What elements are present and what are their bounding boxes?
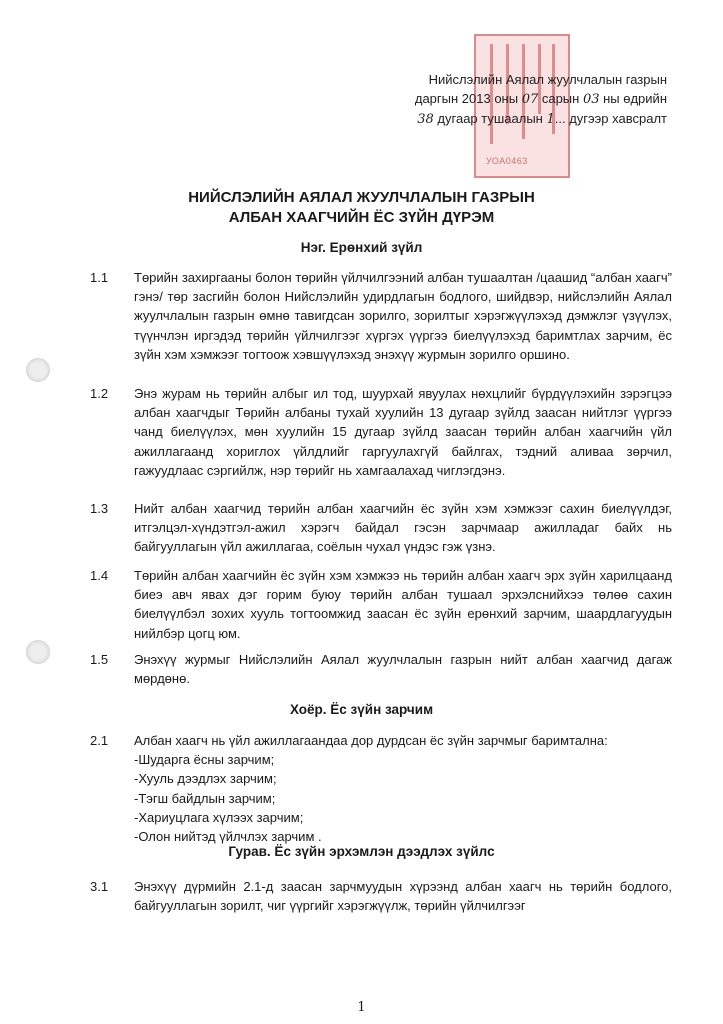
list-item: -Хууль дээдлэх зарчим; <box>134 771 277 787</box>
approval-note <box>415 70 667 129</box>
clause-text: Энэхүү дүрмийн 2.1-д заасан зарчмуудын хүрээнд албан хаагч нь төрийн бодлого, байгууллагын зорилт, чиг үүргийг хэрэгжүүлж, төрийн үйлчилгээг <box>134 879 672 914</box>
section-heading: Нэг. Ерөнхий зүйл <box>300 240 423 255</box>
list-item: -Шударга ёсны зарчим; <box>134 752 275 768</box>
clause-text: Нийт албан хаагчид төрийн албан хаагчийн ёс зүйн хэм хэмжээг сахин биелүүлдэг, итгэлцэл-хүндэтгэл-ажил хэрэгч байдал гэсэн зарчмаар ажилладаг байх нь байгууллагын үйл ажиллагаа, соёлын чухал үндэс гэж үзнэ. <box>134 501 672 555</box>
clause-number: 1.1 <box>90 270 109 285</box>
clause-text: Энэ журам нь төрийн албыг ил тод, шуурхай явуулах нөхцлийг бүрдүүлэхийн зэрэгцээ албан хаагчдыг Төрийн албаны тухай хуулийн 13 дугаар зүйлд заасан нийтлэг үүргээ чанд биелүүлэх, мөн хуулийн 15 дугаар зүйлд заасан төрийн албан хаагчийн үйл ажиллагаанд хориглох үйлдлийг гаргуулахгүй байлгах, тэдний аливаа зөрчил, гажуудлаас сэргийлж, нэр төрийг нь хамгаалахад чиглэгдэнэ. <box>134 386 672 478</box>
clause-3-1 <box>90 877 672 915</box>
list-item: -Хариуцлага хүлээх зарчим; <box>134 809 304 825</box>
clause-text: Төрийн захиргааны болон төрийн үйлчилгээний албан тушаалтан /цаашид “албан хаагч” гэнэ/ төр засгийн болон Нийслэлийн удирдлагын бодлого, шийдвэр, нийслэлийн Аялал жуулчлалын газрын өмнө тавигдсан зорилго, зорилтыг хэрэгжүүлэхэд дэмжлэг үзүүлэх, түүнчлэн иргэдэд төрийн үйлчилгээг хүргэх үүргээ биелүүлэхэд баримтлах зарчим, ёс зүйн хэм хэмжээг тогтоож хэвшүүлэхэд энэхүү журмын зорилго оршино. <box>134 270 672 362</box>
clause-number: 2.1 <box>90 733 109 748</box>
list-item: -Тэгш байдлын зарчим; <box>134 790 276 806</box>
clause-1-5 <box>90 650 672 688</box>
clause-number: 1.3 <box>90 501 109 516</box>
document-title <box>0 188 723 228</box>
clause-number: 1.2 <box>90 386 109 401</box>
page-number: 1 <box>357 1000 366 1015</box>
clause-1-2 <box>90 384 672 480</box>
clause-1-3 <box>90 499 672 557</box>
clause-text <box>134 731 672 846</box>
clause-1-4 <box>90 566 672 643</box>
clause-number: 1.4 <box>90 568 109 583</box>
binder-hole <box>26 358 50 382</box>
clause-number: 3.1 <box>90 879 109 894</box>
title-line-1: НИЙСЛЭЛИЙН АЯЛАЛ ЖУУЛЧЛАЛЫН ГАЗРЫН <box>188 189 535 206</box>
clause-number: 1.5 <box>90 652 109 667</box>
title-line-2: АЛБАН ХААГЧИЙН ЁС ЗҮЙН ДҮРЭМ <box>228 209 495 226</box>
clause-2-1 <box>90 731 672 846</box>
clause-text: Төрийн албан хаагчийн ёс зүйн хэм хэмжээ нь төрийн албан хаагч эрх зүйн харилцаанд биеэ авч явах дэг горим буюу төрийн албан тушаал эрхэлснийхээ төлөө сахин биелүүлбэл зохих хууль тогтоомжид заасан ёс зүйн ерөнхий зарчим, шаардлагуудын нийлбэр цогц юм. <box>134 568 672 641</box>
approval-line-2: даргын 2013 оны 07 сарын 03 ны өдрийн <box>414 91 667 107</box>
stamp-code: УОА0463 <box>486 156 528 166</box>
clause-intro: Албан хаагч нь үйл ажиллагаандаа дор дурдсан ёс зүйн зарчмыг баримтална: <box>134 733 608 748</box>
approval-line-3: 38 дугаар тушаалын 1... дугээр хавсралт <box>417 111 667 127</box>
binder-hole <box>26 640 50 664</box>
clause-text: Энэхүү журмыг Нийслэлийн Аялал жуулчлалын газрын нийт албан хаагчид дагаж мөрдөнө. <box>134 652 672 687</box>
section-heading: Хоёр. Ёс зүйн зарчим <box>289 702 434 717</box>
list-item: -Олон нийтэд үйлчлэх зарчим . <box>134 829 322 845</box>
section-heading: Гурав. Ёс зүйн эрхэмлэн дээдлэх зүйлс <box>228 844 495 859</box>
approval-line-1: Нийслэлийн Аялал жуулчлалын газрын <box>428 72 667 87</box>
clause-1-1 <box>90 268 672 364</box>
